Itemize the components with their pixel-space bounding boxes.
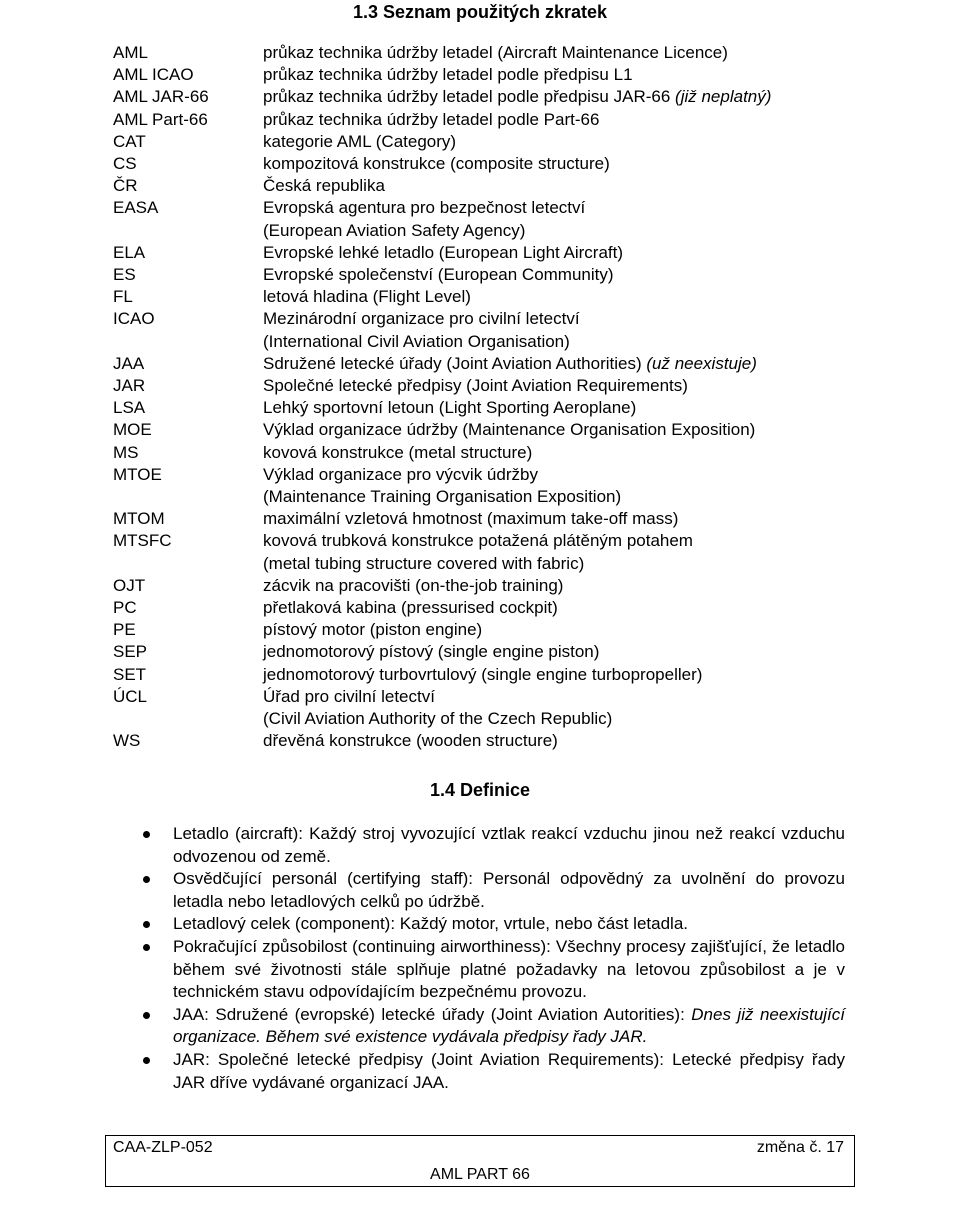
abbreviation-row	[113, 42, 853, 64]
definition-list	[143, 823, 845, 1094]
abbreviation-definition-text: přetlaková kabina (pressurised cockpit)	[263, 598, 558, 618]
abbreviation-definition-text: Evropské společenství (European Community)	[263, 265, 614, 285]
abbreviation-code: ÚCL	[113, 686, 148, 706]
definition-item	[143, 1049, 845, 1094]
abbreviation-row	[113, 375, 853, 397]
abbreviation-definition-text: Výklad organizace pro výcvik údržby	[263, 464, 538, 484]
abbreviation-definition	[263, 264, 853, 286]
abbreviation-row	[113, 641, 853, 663]
abbreviation-row	[113, 730, 853, 752]
abbreviation-code: JAR	[113, 376, 146, 396]
abbreviation-code: AML ICAO	[113, 65, 194, 85]
abbreviation-code: SEP	[113, 642, 148, 662]
abbreviation-code: AML	[113, 43, 148, 62]
definition-item	[143, 913, 845, 936]
abbreviation-definition-text: zácvik na pracovišti (on-the-job training)	[263, 575, 564, 595]
abbreviation-definition	[263, 175, 853, 197]
abbreviation-row	[113, 286, 853, 308]
definition-item	[143, 936, 845, 1004]
abbreviation-code: WS	[113, 731, 141, 751]
section-title-definitions: 1.4 Definice	[429, 780, 531, 800]
abbreviation-definition	[263, 619, 853, 641]
definition-item	[143, 868, 845, 913]
abbreviation-row	[113, 530, 853, 574]
abbreviation-definition-text: průkaz technika údržby letadel podle předpisu L1	[263, 65, 633, 85]
abbreviation-code: PE	[113, 620, 136, 640]
abbreviation-code: CS	[113, 154, 137, 174]
abbreviation-definition-text: letová hladina (Flight Level)	[263, 287, 471, 307]
abbreviation-definition	[263, 109, 853, 131]
abbreviation-definition	[263, 197, 853, 241]
abbreviation-row	[113, 397, 853, 419]
abbreviation-code: FL	[113, 287, 133, 307]
abbreviation-code: SET	[113, 664, 147, 684]
abbreviation-definition	[263, 353, 853, 375]
abbreviation-note: (už neexistuje)	[646, 353, 757, 373]
abbreviation-definition-text: pístový motor (piston engine)	[263, 620, 483, 640]
abbreviation-definition-text: Výklad organizace údržby (Maintenance Organisation Exposition)	[263, 420, 756, 440]
abbreviation-definition	[263, 442, 853, 464]
abbreviation-code: ELA	[113, 242, 146, 262]
footer-revision: změna č. 17	[756, 1139, 844, 1156]
abbreviation-code: AML JAR-66	[113, 87, 209, 107]
abbreviation-row	[113, 308, 853, 352]
section-title-abbreviations: 1.3 Seznam použitých zkratek	[352, 2, 608, 22]
abbreviation-code: MTSFC	[113, 531, 172, 551]
abbreviation-code: JAA	[113, 353, 145, 373]
abbreviation-definition-text: kategorie AML (Category)	[263, 131, 457, 151]
abbreviation-row	[113, 197, 853, 241]
abbreviation-definition	[263, 286, 853, 308]
abbreviation-definition	[263, 686, 853, 730]
abbreviation-row	[113, 575, 853, 597]
abbreviation-row	[113, 664, 853, 686]
abbreviation-definition	[263, 242, 853, 264]
abbreviation-definition	[263, 597, 853, 619]
abbreviation-code: MTOM	[113, 509, 165, 529]
abbreviation-definition-continuation: (Civil Aviation Authority of the Czech Republic)	[263, 709, 613, 729]
abbreviation-row	[113, 419, 853, 441]
abbreviation-definition-text: kompozitová konstrukce (composite structure)	[263, 154, 610, 174]
abbreviation-definition-continuation: (Maintenance Training Organisation Exposition)	[263, 487, 622, 507]
abbreviation-definition-continuation: (metal tubing structure covered with fabric)	[263, 553, 585, 573]
abbreviation-row	[113, 597, 853, 619]
definition-text: Pokračující způsobilost (continuing airworthiness): Všechny procesy zajišťující, že letadlo během své životnosti stále splňuje platné požadavky na letovou způsobilost a je v technickém stavu odpovídajícím bezpečnému provozu.	[173, 936, 845, 1002]
abbreviation-definition-text: Česká republika	[263, 176, 385, 196]
abbreviation-code: CAT	[113, 131, 146, 151]
abbreviation-definition-text: průkaz technika údržby letadel podle předpisu JAR-66	[263, 87, 671, 107]
abbreviation-note: (již neplatný)	[675, 87, 772, 107]
definition-italic-text: Dnes již neexistující organizace. Během své existence vydávala předpisy řady JAR.	[173, 1004, 845, 1047]
abbreviation-definition	[263, 464, 853, 508]
abbreviation-definition	[263, 308, 853, 352]
abbreviation-definition-text: Úřad pro civilní letectví	[263, 686, 435, 706]
abbreviation-row	[113, 353, 853, 375]
abbreviation-code: LSA	[113, 398, 146, 418]
abbreviation-definition	[263, 530, 853, 574]
abbreviation-code: OJT	[113, 575, 146, 595]
abbreviation-definition-text: kovová trubková konstrukce potažená plátěným potahem	[263, 531, 693, 551]
abbreviation-row	[113, 464, 853, 508]
definition-text: JAR: Společné letecké předpisy (Joint Aviation Requirements): Letecké předpisy řady JAR dříve vydávané organizací JAA.	[173, 1049, 845, 1092]
abbreviation-definition-continuation: (European Aviation Safety Agency)	[263, 220, 526, 240]
abbreviation-row	[113, 153, 853, 175]
abbreviation-row	[113, 264, 853, 286]
page-footer	[105, 1135, 855, 1187]
definition-text: Osvědčující personál (certifying staff): Personál odpovědný za uvolnění do provozu letadla nebo letadlových celků po údržbě.	[173, 869, 845, 911]
abbreviation-definition-text: maximální vzletová hmotnost (maximum take-off mass)	[263, 509, 679, 529]
abbreviation-definition-text: jednomotorový pístový (single engine piston)	[263, 642, 600, 662]
definition-text: JAA: Sdružené (evropské) letecké úřady (Joint Aviation Autorities):	[173, 1004, 692, 1024]
abbreviation-code: MOE	[113, 420, 152, 440]
abbreviation-definition	[263, 575, 853, 597]
abbreviation-definition-text: kovová konstrukce (metal structure)	[263, 442, 533, 462]
abbreviation-row	[113, 242, 853, 264]
abbreviation-definition-text: jednomotorový turbovrtulový (single engine turbopropeller)	[263, 664, 703, 684]
definition-text: Letadlo (aircraft): Každý stroj vyvozující vztlak reakcí vzduchu jinou než reakcí vzduchu odvozenou od země.	[173, 824, 845, 866]
definition-text: Letadlový celek (component): Každý motor, vrtule, nebo část letadla.	[173, 914, 688, 934]
abbreviation-definition	[263, 730, 853, 752]
abbreviation-row	[113, 131, 853, 153]
abbreviation-definition	[263, 42, 853, 64]
abbreviation-definition	[263, 508, 853, 530]
abbreviation-definition-text: průkaz technika údržby letadel podle Part-66	[263, 109, 600, 129]
definition-item	[143, 823, 845, 868]
abbreviation-code: EASA	[113, 198, 159, 218]
abbreviation-row	[113, 109, 853, 131]
abbreviation-definition	[263, 64, 853, 86]
abbreviation-definition-text: dřevěná konstrukce (wooden structure)	[263, 731, 558, 751]
abbreviation-row	[113, 686, 853, 730]
abbreviation-definition-text: Mezinárodní organizace pro civilní letectví	[263, 309, 580, 329]
abbreviation-definition	[263, 153, 853, 175]
abbreviation-code: ICAO	[113, 309, 155, 329]
abbreviation-row	[113, 619, 853, 641]
footer-doc-id: CAA-ZLP-052	[113, 1139, 213, 1156]
abbreviation-definition	[263, 86, 853, 108]
abbreviation-definition-text: Evropská agentura pro bezpečnost letectví	[263, 198, 586, 218]
abbreviation-row	[113, 64, 853, 86]
abbreviation-table	[113, 42, 853, 753]
footer-title: AML PART 66	[430, 1166, 530, 1183]
abbreviation-row	[113, 175, 853, 197]
abbreviation-definition	[263, 664, 853, 686]
abbreviation-code: MTOE	[113, 464, 162, 484]
abbreviation-code: ČR	[113, 176, 138, 196]
abbreviation-definition	[263, 131, 853, 153]
abbreviation-definition-text: Sdružené letecké úřady (Joint Aviation Authorities)	[263, 353, 642, 373]
definition-item	[143, 1004, 845, 1049]
abbreviation-definition	[263, 375, 853, 397]
abbreviation-definition-text: Lehký sportovní letoun (Light Sporting Aeroplane)	[263, 398, 637, 418]
abbreviation-code: ES	[113, 265, 136, 285]
abbreviation-code: PC	[113, 598, 137, 618]
abbreviation-code: MS	[113, 442, 139, 462]
abbreviation-definition	[263, 419, 853, 441]
abbreviation-definition	[263, 641, 853, 663]
abbreviation-definition	[263, 397, 853, 419]
abbreviation-definition-text: Společné letecké předpisy (Joint Aviation Requirements)	[263, 376, 688, 396]
abbreviation-definition-continuation: (International Civil Aviation Organisation)	[263, 331, 570, 351]
abbreviation-row	[113, 86, 853, 108]
abbreviation-code: AML Part-66	[113, 109, 208, 129]
abbreviation-row	[113, 442, 853, 464]
abbreviation-definition-text: Evropské lehké letadlo (European Light Aircraft)	[263, 242, 624, 262]
abbreviation-definition-text: průkaz technika údržby letadel (Aircraft Maintenance Licence)	[263, 43, 728, 62]
abbreviation-row	[113, 508, 853, 530]
